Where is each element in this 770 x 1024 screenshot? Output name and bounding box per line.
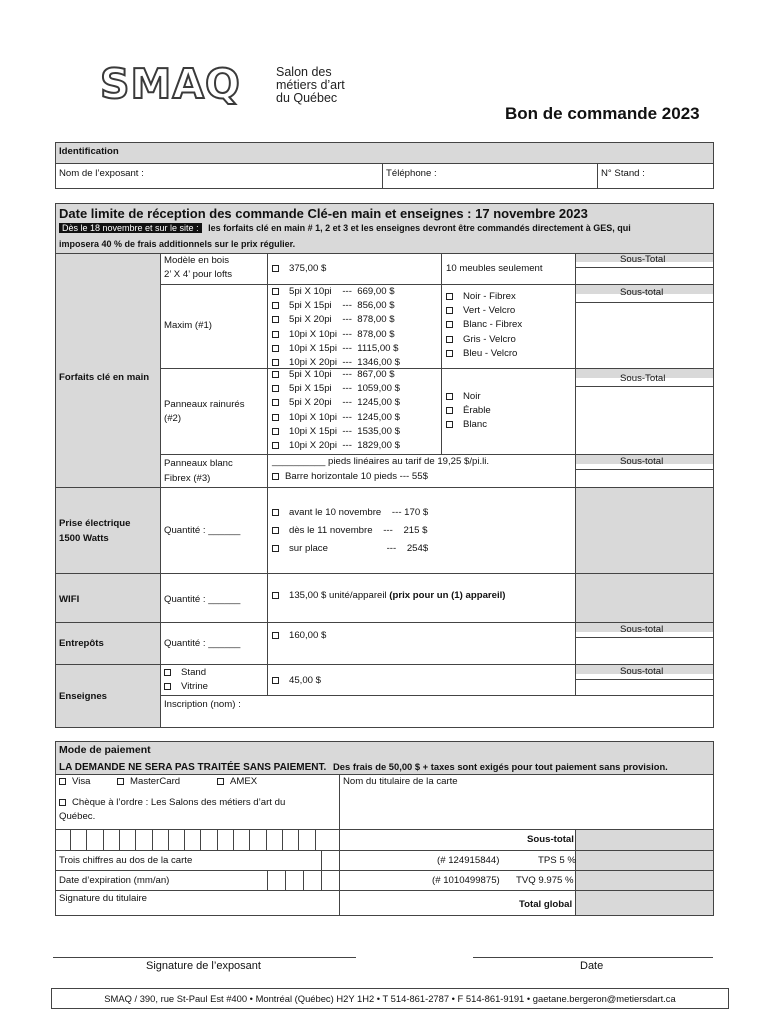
- blanc-linear-feet[interactable]: __________ pieds linéaires au tarif de 19,25 $/pi.li.: [272, 456, 490, 467]
- checkbox[interactable]: [59, 799, 66, 806]
- maxim-color-option-label: Noir - Fibrex: [463, 291, 516, 302]
- tvq-label: TVQ 9.975 %: [516, 875, 574, 886]
- card-digit-divider: [86, 829, 87, 850]
- checkbox[interactable]: [272, 527, 279, 534]
- maxim-color-option[interactable]: [446, 348, 517, 360]
- lofts-model-1: Modèle en bois: [164, 255, 230, 266]
- electric-option-label: avant le 10 novembre --- 170 $: [289, 507, 429, 518]
- checkbox[interactable]: [272, 265, 279, 272]
- wifi-price: 135,00 $ unité/appareil: [289, 590, 387, 601]
- panneaux-color-option[interactable]: [446, 391, 481, 403]
- visa-label: Visa: [72, 776, 91, 787]
- checkbox[interactable]: [446, 321, 453, 328]
- checkbox[interactable]: [446, 421, 453, 428]
- maxim-color-option[interactable]: [446, 305, 515, 317]
- cheque-label-1: Chèque à l’ordre : Les Salons des métiers d’art du: [72, 797, 286, 808]
- card-digit-divider: [103, 829, 104, 850]
- enseigne-price: 45,00 $: [289, 675, 322, 686]
- document-title: Bon de commande 2023: [505, 104, 700, 123]
- maxim-option[interactable]: [272, 329, 395, 341]
- checkbox[interactable]: [272, 414, 279, 421]
- payment-title: Mode de paiement: [59, 744, 151, 756]
- cheque-option[interactable]: [59, 797, 285, 809]
- maxim-color-option-label: Vert - Velcro: [463, 305, 516, 317]
- panneaux-color-option-label: Blanc: [463, 419, 487, 431]
- cheque-label-2: Québec.: [59, 811, 96, 822]
- entrepots-option[interactable]: [272, 630, 326, 642]
- card-digit-divider: [282, 829, 283, 850]
- checkbox[interactable]: [272, 385, 279, 392]
- checkbox[interactable]: [272, 442, 279, 449]
- panneaux-color-option-label: Noir: [463, 391, 481, 402]
- panneaux-color-option-label: Érable: [463, 405, 491, 417]
- panneaux-option-label: 5pi X 20pi --- 1245,00 $: [289, 397, 400, 409]
- electric-option[interactable]: [272, 525, 427, 537]
- panneaux-option[interactable]: [272, 369, 395, 381]
- card-digit-divider: [233, 829, 234, 850]
- payment-warning: LA DEMANDE NE SERA PAS TRAITÉE SANS PAIEMENT.: [59, 762, 327, 773]
- maxim-color-option[interactable]: [446, 319, 522, 331]
- blanc-label-1: Panneaux blanc: [164, 458, 233, 469]
- tps-number: (# 124915844): [437, 855, 500, 866]
- checkbox[interactable]: [59, 778, 66, 785]
- panneaux-option[interactable]: [272, 412, 400, 424]
- enseigne-vitrine-option[interactable]: [164, 681, 208, 693]
- checkbox[interactable]: [272, 302, 279, 309]
- checkbox[interactable]: [446, 293, 453, 300]
- panneaux-label-2: (#2): [164, 413, 182, 424]
- total-label: Total global: [519, 899, 573, 910]
- card-digit-divider: [119, 829, 120, 850]
- footer-text: SMAQ / 390, rue St-Paul Est #400 • Montréal (Québec) H2Y 1H2 • T 514-861-2787 • F 514-861-9191 • gaetane.bergeron@metiersdart.ca: [104, 993, 676, 1004]
- tps-label: TPS 5 %: [538, 855, 576, 866]
- blanc-subtotal-label: Sous-total: [620, 456, 664, 467]
- smaq-logo: [100, 62, 270, 106]
- deadline-title: Date limite de réception des commande Clé-en main et enseignes : 17 novembre 2023: [59, 206, 588, 221]
- panneaux-option-label: 5pi X 10pi --- 867,00 $: [289, 369, 395, 380]
- maxim-option-label: 5pi X 20pi --- 878,00 $: [289, 314, 395, 326]
- panneaux-color-option[interactable]: [446, 419, 487, 431]
- wifi-quantity[interactable]: Quantité : ______: [164, 594, 241, 605]
- panneaux-label-1: Panneaux rainurés: [164, 399, 245, 410]
- exhibitor-name-field[interactable]: Nom de l’exposant :: [59, 168, 144, 179]
- lofts-note: 10 meubles seulement: [446, 263, 543, 274]
- card-digit-divider: [168, 829, 169, 850]
- checkbox[interactable]: [446, 393, 453, 400]
- payment-warning-note: Des frais de 50,00 $ + taxes sont exigés pour tout paiement sans provision.: [333, 761, 668, 772]
- entrepots-quantity[interactable]: Quantité : ______: [164, 638, 241, 649]
- maxim-option-label: 5pi X 15pi --- 856,00 $: [289, 300, 395, 312]
- lofts-model-2: 2’ X 4’ pour lofts: [164, 269, 233, 280]
- panneaux-option[interactable]: [272, 440, 400, 452]
- card-digit-divider: [184, 829, 185, 850]
- maxim-color-option-label: Blanc - Fibrex: [463, 319, 523, 331]
- maxim-color-option-label: Bleu - Velcro: [463, 347, 518, 359]
- mastercard-label: MasterCard: [130, 776, 181, 787]
- electric-option[interactable]: [272, 507, 428, 519]
- entrepots-price: 160,00 $: [289, 630, 327, 641]
- amex-label: AMEX: [230, 776, 258, 787]
- checkbox[interactable]: [272, 592, 279, 599]
- panneaux-option[interactable]: [272, 426, 400, 438]
- lofts-option[interactable]: [272, 263, 326, 275]
- electric-quantity[interactable]: Quantité : ______: [164, 525, 241, 536]
- visa-option[interactable]: [59, 776, 91, 788]
- maxim-option-label: 5pi X 10pi --- 669,00 $: [289, 286, 395, 297]
- org-line-2: métiers d’art: [276, 78, 345, 92]
- maxim-option-label: 10pi X 10pi --- 878,00 $: [289, 328, 395, 340]
- checkbox[interactable]: [272, 428, 279, 435]
- maxim-color-option[interactable]: [446, 334, 516, 346]
- panneaux-subtotal-label: Sous-Total: [620, 373, 666, 384]
- checkbox[interactable]: [446, 350, 453, 357]
- enseigne-stand-label: Stand: [181, 667, 207, 678]
- deadline-note-1: les forfaits clé en main # 1, 2 et 3 et les enseignes devront être commandés directement à GES, qui: [208, 223, 631, 233]
- expiry-field[interactable]: Date d’expiration (mm/an): [59, 875, 170, 886]
- footer: [51, 988, 729, 1009]
- maxim-option[interactable]: [272, 314, 395, 326]
- card-digit-divider: [315, 829, 316, 850]
- maxim-option-label: 10pi X 15pi --- 1115,00 $: [289, 342, 399, 354]
- org-name: [276, 66, 345, 105]
- electric-option[interactable]: [272, 543, 428, 555]
- maxim-option-label: 10pi X 20pi --- 1346,00 $: [289, 357, 400, 368]
- panneaux-color-option[interactable]: [446, 405, 491, 417]
- checkbox[interactable]: [272, 677, 279, 684]
- maxim-option[interactable]: [272, 300, 395, 312]
- panneaux-option-label: 10pi X 20pi --- 1829,00 $: [289, 440, 400, 451]
- checkbox[interactable]: [217, 778, 224, 785]
- maxim-color-option-label: Gris - Velcro: [463, 333, 516, 345]
- panneaux-option-label: 10pi X 10pi --- 1245,00 $: [289, 411, 400, 423]
- entrepots-label: Entrepôts: [59, 638, 104, 649]
- card-digit-divider: [152, 829, 153, 850]
- deadline-note-2: imposera 40 % de frais additionnels sur le prix régulier.: [59, 239, 296, 249]
- electric-option-label: dès le 11 novembre --- 215 $: [289, 525, 428, 536]
- org-line-1: Salon des: [276, 65, 332, 79]
- card-digit-divider: [135, 829, 136, 850]
- date-label: Date: [580, 960, 604, 972]
- stand-number-field[interactable]: N° Stand :: [601, 168, 645, 179]
- checkbox[interactable]: [272, 316, 279, 323]
- checkbox[interactable]: [164, 669, 171, 676]
- inscription-field[interactable]: Inscription (nom) :: [164, 699, 241, 710]
- maxim-label: Maxim (#1): [164, 320, 212, 331]
- tvq-number: (# 1010499875): [432, 875, 500, 886]
- electric-label-2: 1500 Watts: [59, 533, 109, 544]
- exhibitor-signature-label: Signature de l’exposant: [146, 960, 261, 972]
- forfaits-label: Forfaits clé en main: [59, 372, 150, 383]
- card-digit-divider: [249, 829, 250, 850]
- enseignes-label: Enseignes: [59, 691, 107, 702]
- maxim-subtotal-label: Sous-total: [620, 287, 664, 298]
- blanc-label-2: Fibrex (#3): [164, 473, 211, 484]
- org-line-3: du Québec: [276, 91, 338, 105]
- checkbox[interactable]: [272, 509, 279, 516]
- checkbox[interactable]: [272, 331, 279, 338]
- checkbox[interactable]: [164, 683, 171, 690]
- wifi-bold-note: (prix pour un (1) appareil): [389, 590, 506, 601]
- maxim-option[interactable]: [272, 286, 395, 298]
- checkbox[interactable]: [446, 407, 453, 414]
- checkbox[interactable]: [272, 288, 279, 295]
- checkbox[interactable]: [117, 778, 124, 785]
- enseigne-price-option[interactable]: [272, 675, 321, 687]
- payment-subtotal-label: Sous-total: [527, 834, 574, 845]
- panneaux-option-label: 5pi X 15pi --- 1059,00 $: [289, 383, 400, 395]
- card-digit-divider: [298, 829, 299, 850]
- checkbox[interactable]: [272, 359, 279, 366]
- lofts-price: 375,00 $: [289, 263, 327, 274]
- electric-label-1: Prise électrique: [59, 518, 131, 529]
- checkbox[interactable]: [272, 473, 279, 480]
- enseigne-vitrine-label: Vitrine: [181, 681, 209, 692]
- card-digit-divider: [266, 829, 267, 850]
- card-digit-divider: [200, 829, 201, 850]
- identification-title: Identification: [59, 146, 119, 157]
- mastercard-option[interactable]: [117, 776, 180, 788]
- checkbox[interactable]: [272, 371, 279, 378]
- blanc-bar-label: Barre horizontale 10 pieds --- 55$: [285, 471, 428, 482]
- electric-option-label: sur place --- 254$: [289, 543, 429, 554]
- card-digit-divider: [70, 829, 71, 850]
- blanc-bar-option[interactable]: [272, 471, 428, 483]
- amex-option[interactable]: [217, 776, 257, 788]
- panneaux-option-label: 10pi X 15pi --- 1535,00 $: [289, 425, 400, 437]
- enseignes-subtotal-label: Sous-total: [620, 666, 664, 677]
- checkbox[interactable]: [272, 345, 279, 352]
- panneaux-option[interactable]: [272, 383, 400, 395]
- lofts-subtotal-label: Sous-Total: [620, 254, 666, 265]
- checkbox[interactable]: [446, 307, 453, 314]
- checkbox[interactable]: [272, 545, 279, 552]
- maxim-option[interactable]: [272, 357, 400, 369]
- wifi-option[interactable]: [272, 590, 506, 602]
- wifi-label: WIFI: [59, 594, 80, 605]
- maxim-option[interactable]: [272, 343, 399, 355]
- checkbox[interactable]: [272, 399, 279, 406]
- enseigne-stand-option[interactable]: [164, 667, 206, 679]
- checkbox[interactable]: [446, 336, 453, 343]
- checkbox[interactable]: [272, 632, 279, 639]
- card-digit-divider: [217, 829, 218, 850]
- deadline-highlight: Dès le 18 novembre et sur le site :: [59, 223, 202, 233]
- maxim-color-option[interactable]: [446, 291, 516, 303]
- panneaux-option[interactable]: [272, 397, 400, 409]
- card-signature-field[interactable]: Signature du titulaire: [59, 893, 147, 904]
- holder-name-field[interactable]: Nom du titulaire de la carte: [343, 776, 458, 787]
- logo-text: SMAQ: [100, 60, 241, 108]
- cvv-field[interactable]: Trois chiffres au dos de la carte: [59, 855, 193, 866]
- entrepots-subtotal-label: Sous-total: [620, 624, 664, 635]
- phone-field[interactable]: Téléphone :: [386, 168, 437, 179]
